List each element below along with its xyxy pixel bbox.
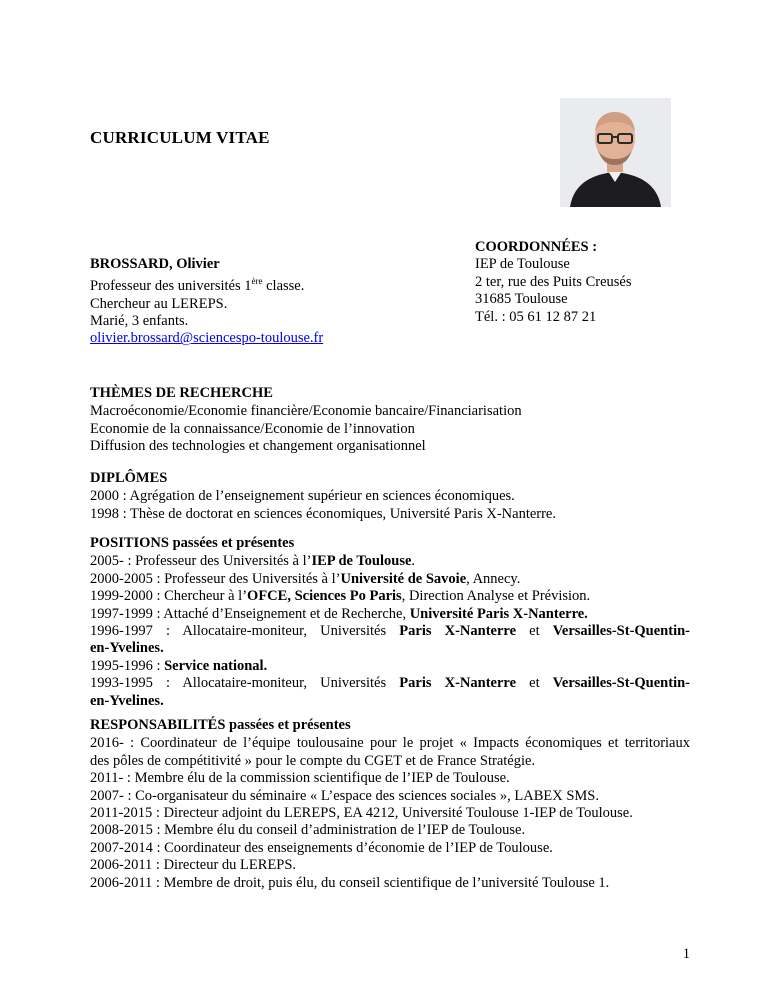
coordinates-line: 2 ter, rue des Puits Creusés — [475, 273, 632, 290]
research-line: Macroéconomie/Economie financière/Economie bancaire/Financiarisation — [90, 403, 522, 420]
coordinates-line: IEP de Toulouse — [475, 256, 570, 273]
position-line: 1999-2000 : Chercheur à l’OFCE, Sciences Po Paris, Direction Analyse et Prévision. — [90, 588, 591, 605]
position-line: en-Yvelines. — [90, 640, 164, 657]
responsibility-line: 2011- : Membre élu de la commission scientifique de l’IEP de Toulouse. — [90, 770, 510, 787]
page-number: 1 — [682, 946, 690, 962]
coordinates-block — [475, 239, 631, 326]
research-section — [90, 385, 690, 456]
profile-photo — [560, 98, 671, 207]
responsibility-line: 2016- : Coordinateur de l’équipe toulousaine pour le projet « Impacts économiques et territoriaux — [90, 735, 690, 752]
family-status: Marié, 3 enfants. — [90, 313, 189, 330]
page-title: CURRICULUM VITAE — [90, 128, 270, 147]
position-line: en-Yvelines. — [90, 692, 164, 709]
section-title: DIPLÔMES — [90, 470, 168, 486]
responsibilities-section — [90, 717, 690, 892]
position-title: Professeur des universités 1ère classe. — [90, 276, 305, 295]
section-title: RESPONSABILITÉS passées et présentes — [90, 717, 351, 733]
positions-section — [90, 535, 690, 710]
diploma-line: 1998 : Thèse de doctorat en sciences économiques, Université Paris X-Nanterre. — [90, 505, 556, 522]
responsibility-line: des pôles de compétitivité » pour le compte du CGET et de France Stratégie. — [90, 752, 536, 769]
email-link[interactable]: olivier.brossard@sciencespo-toulouse.fr — [90, 330, 324, 347]
coordinates-title: COORDONNÉES : — [475, 239, 598, 255]
research-line: Diffusion des technologies et changement organisationnel — [90, 438, 426, 455]
responsibility-line: 2011-2015 : Directeur adjoint du LEREPS, EA 4212, Université Toulouse 1-IEP de Toulouse. — [90, 805, 633, 822]
research-line: Economie de la connaissance/Economie de l’innovation — [90, 420, 415, 437]
responsibility-line: 2007- : Co-organisateur du séminaire « L’espace des sciences sociales », LABEX SMS. — [90, 787, 600, 804]
portrait-image — [560, 98, 671, 207]
position-line: 1993-1995 : Allocataire-moniteur, Universités Paris X-Nanterre et Versailles-St-Quentin- — [90, 675, 690, 692]
diploma-line: 2000 : Agrégation de l’enseignement supérieur en sciences économiques. — [90, 488, 515, 505]
position-line: 2000-2005 : Professeur des Universités à l’Université de Savoie, Annecy. — [90, 570, 521, 587]
position-line: 1995-1996 : Service national. — [90, 657, 268, 674]
position-line: 1996-1997 : Allocataire-moniteur, Universités Paris X-Nanterre et Versailles-St-Quentin- — [90, 623, 690, 640]
phone-number: Tél. : 05 61 12 87 21 — [475, 308, 597, 325]
responsibility-line: 2007-2014 : Coordinateur des enseignements d’économie de l’IEP de Toulouse. — [90, 839, 553, 856]
responsibility-line: 2006-2011 : Directeur du LEREPS. — [90, 857, 297, 874]
diplomas-section — [90, 470, 690, 523]
section-title: POSITIONS passées et présentes — [90, 535, 295, 551]
responsibility-line: 2006-2011 : Membre de droit, puis élu, du conseil scientifique de l’université Toulouse 1. — [90, 874, 610, 891]
position-line: 1997-1999 : Attaché d’Enseignement et de Recherche, Université Paris X-Nanterre. — [90, 605, 588, 622]
lab-affiliation: Chercheur au LEREPS. — [90, 295, 228, 312]
coordinates-line: 31685 Toulouse — [475, 291, 568, 308]
position-line: 2005- : Professeur des Universités à l’IEP de Toulouse. — [90, 553, 416, 570]
person-name: BROSSARD, Olivier — [90, 256, 220, 272]
section-title: THÈMES DE RECHERCHE — [90, 385, 273, 401]
responsibility-line: 2008-2015 : Membre élu du conseil d’administration de l’IEP de Toulouse. — [90, 822, 526, 839]
identity-block — [90, 256, 323, 348]
